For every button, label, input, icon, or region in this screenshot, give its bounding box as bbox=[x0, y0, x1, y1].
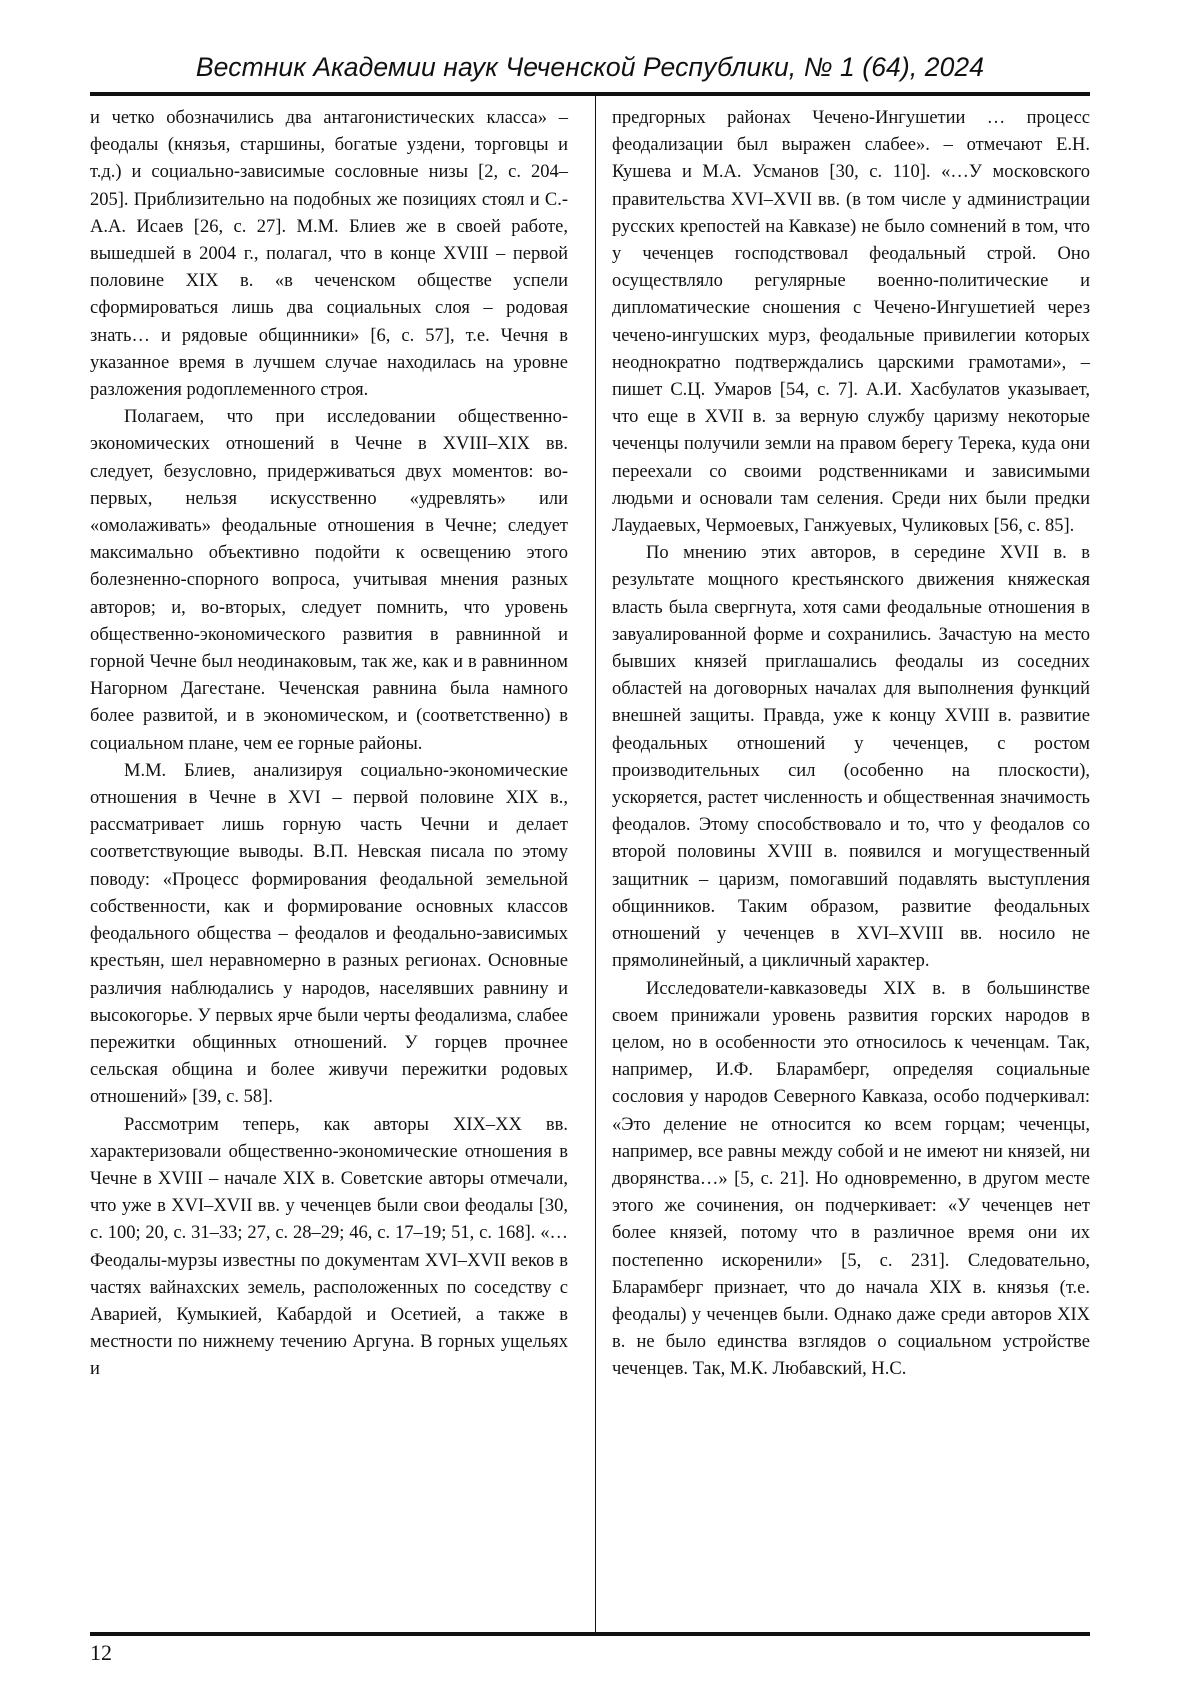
paragraph-right-1: предгорных районах Чечено-Ингушетии … процесс феодализации был выражен слабее». – отмечают Е.Н. Кушева и М.А. Усманов [30, с. 110]. «…У московского правительства XVI–XVII вв. (в том числе у администрации русских крепостей на Кавказе) не было сомнений в том, что у чеченцев господствовал феодальный строй. Оно осуществляло регулярные военно-политические и дипломатические сношения с Чечено-Ингушетией через чечено-ингушских мурз, феодальные привилегии которых неоднократно подтверждались царскими грамотами», – пишет С.Ц. Умаров [54, с. 7]. А.И. Хасбулатов указывает, что еще в XVII в. за верную службу царизму некоторые чеченцы получили земли на правом берегу Терека, куда они переехали со своими родственниками и зависимыми людьми и основали там селения. Среди них были предки Лаудаевых, Чермоевых, Ганжуевых, Чуликовых [56, с. 85]. bbox=[612, 108, 1090, 537]
left-column bbox=[90, 105, 568, 1384]
page-number: 12 bbox=[90, 1640, 112, 1665]
paragraph-right-3: Исследователи-кавказоведы XIX в. в большинстве своем принижали уровень развития горских народов в целом, но в особенности это относилось к чеченцам. Так, например, И.Ф. Бларамберг, определяя социальные сословия у народов Северного Кавказа, особо подчеркивал: «Это деление не относится ко всем горцам; чеченцы, например, все равны между собой и не имеют ни князей, ни дворянства…» [5, с. 21]. Но одновременно, в другом месте этого же сочинения, он подчеркивает: «У чеченцев нет более князей, потому что в различное время они их постепенно искоренили» [5, с. 231]. Следовательно, Бларамберг признает, что до начала XIX в. князья (т.е. феодалы) у чеченцев были. Однако даже среди авторов XIX в. не было единства взглядов о социальном устройстве чеченцев. Так, М.К. Любавский, Н.С. bbox=[612, 978, 1090, 1380]
paragraph-left-2: Полагаем, что при исследовании общественно-экономических отношений в Чечне в XVIII–XIX вв. следует, безусловно, придерживаться двух моментов: во-первых, нельзя искусственно «удревлять» или «омолаживать» феодальные отношения в Чечне; следует максимально объективно подойти к освещению этого болезненно-спорного вопроса, учитывая мнения разных авторов; и, во-вторых, следует помнить, что уровень общественно-экономического развития в равнинной и горной Чечне был неодинаковым, так же, как и в равнинном Нагорном Дагестане. Чеченская равнина была намного более развитой, и в экономическом, и (соответственно) в социальном плане, чем ее горные районы. bbox=[90, 407, 568, 754]
paragraph-left-3: М.М. Блиев, анализируя социально-экономические отношения в Чечне в XVI – первой половине XIX в., рассматривает лишь горную часть Чечни и делает соответствующие выводы. В.П. Невская писала по этому поводу: «Процесс формирования феодальной земельной собственности, как и формирование основных классов феодального общества – феодалов и феодально-зависимых крестьян, шел неравномерно в разных регионах. Основные различия наблюдались у народов, населявших равнину и высокогорье. У первых ярче были черты феодализма, слабее пережитки общинных отношений. У горцев прочнее сельская община и более живучи пережитки родовых отношений» [39, с. 58]. bbox=[90, 760, 568, 1108]
paragraph-right-2: По мнению этих авторов, в середине XVII в. в результате мощного крестьянского движения княжеская власть была свергнута, хотя сами феодальные отношения в завуалированной форме и сохранились. Зачастую на место бывших князей приглашались феодалы из соседних областей на договорных началах для выполнения функций внешней защиты. Правда, уже к концу XVIII в. развитие феодальных отношений у чеченцев, с ростом производительных сил (особенно на плоскости), ускоряется, растет численность и общественная значимость феодалов. Этому способствовало и то, что у феодалов со второй половины XVIII в. появился и могущественный защитник – царизм, помогавший подавлять выступления общинников. Таким образом, развитие феодальных отношений у чеченцев в XVI–XVIII вв. носило не прямолинейный, а цикличный характер. bbox=[612, 543, 1090, 972]
header-rule bbox=[90, 92, 1090, 96]
right-column bbox=[612, 105, 1090, 1384]
footer-rule bbox=[90, 1632, 1090, 1636]
journal-title: Вестник Академии наук Чеченской Республики, № 1 (64), 2024 bbox=[195, 52, 985, 82]
column-divider bbox=[595, 96, 596, 1633]
paragraph-left-4: Рассмотрим теперь, как авторы XIX–XX вв. характеризовали общественно-экономические отношения в Чечне в XVIII – начале XIX в. Советские авторы отмечали, что уже в XVI–XVII вв. у чеченцев были свои феодалы [30, с. 100; 20, с. 31–33; 27, с. 28–29; 46, с. 17–19; 51, с. 168]. «…Феодалы-мурзы известны по документам XVI–XVII веков в частях вайнахских земель, расположенных по соседству с Аварией, Кумыкией, Кабардой и Осетией, а также в местности по нижнему течению Аргуна. В горных ущельях и bbox=[90, 1114, 568, 1380]
paragraph-left-1: и четко обозначились два антагонистических класса» – феодалы (князья, старшины, богатые уздени, торговцы и т.д.) и социально-зависимые сословные низы [2, с. 204–205]. Приблизительно на подобных же позициях стоял и С.-А.А. Исаев [26, с. 27]. М.М. Блиев же в своей работе, вышедшей в 2004 г., полагал, что в конце XVIII – первой половине XIX в. «в чеченском обществе успели сформироваться лишь два социальных слоя – родовая знать… и рядовые общинники» [6, с. 57], т.е. Чечня в указанное время в лучшем случае находилась на уровне разложения родоплеменного строя. bbox=[90, 108, 568, 401]
